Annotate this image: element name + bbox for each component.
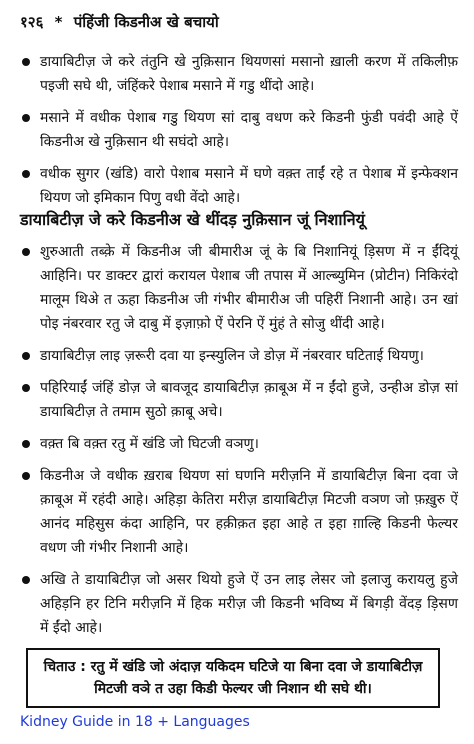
list-item bbox=[20, 240, 458, 336]
bullet-icon bbox=[22, 384, 30, 392]
page-header bbox=[20, 12, 454, 32]
symptoms-list bbox=[20, 240, 458, 648]
bullet-icon bbox=[22, 114, 30, 122]
list-item bbox=[20, 432, 458, 456]
list-item bbox=[20, 464, 458, 560]
list-item-text: किडनीअ जे वधीक ख़राब थियण सां घणनि मरीज़नि में डायाबिटीज़ बिना दवा जे क़ाबूअ में रहंदी आहे। अहिड़ा केतिरा मरीज़ डायाबिटीज़ मिटजी वञण जो फ़ख़ुरु ऐं आनंद महिसुस कंदा आहिनि, पर हक़ीक़त इहा आहे त इहा ग़ाल्हि किडनी फेल्यर वधण जी गंभीर निशानी आहे। bbox=[40, 468, 458, 556]
list-item bbox=[20, 568, 458, 640]
section-heading: डायाबिटीज़ जे करे किडनीअ खे थींदड़ नुक़िसान जूं निशानियूं bbox=[20, 210, 365, 229]
bullet-icon bbox=[22, 440, 30, 448]
list-item bbox=[20, 162, 458, 210]
bullet-icon bbox=[22, 352, 30, 360]
list-item-text: पहिरियाईं जंहिं डोज़ जे बावजूद डायाबिटीज़ क़ाबूअ में न ईंदो हुजे, उन्हीअ डोज़ सां डायाबिटीज़ ते तमाम सुठो क़ाबू अचे। bbox=[40, 380, 458, 420]
list-item-text: वधीक सुगर (खंडि) वारो पेशाब मसाने में घणे वक़्त ताईं रहे त पेशाब में इन्फेक्शन थियण जो इमिकान पिणु वधी वेंदो आहे। bbox=[40, 166, 458, 206]
list-item-text: शुरुआती तब्क़े में किडनीअ जी बीमारीअ जूं के बि निशानियूं ड़िसण में न ईंदियूं आहिनि। पर डाक्टर द्वारां करायल पेशाब जी तपास में आल्ब्युमिन (प्रोटीन) निकिरंदो मालूम थिअे त ऊहा किडनीअ जी गंभीर बीमारीअ जी पहिरीं निशानी आहे। उन खां पोइ नंबरवार रतु जे दाबु में इज़ाफ़ो ऐं पेरनि ऐं मुंहं ते सोजु थींदी आहे। bbox=[40, 244, 458, 332]
bullet-icon bbox=[22, 170, 30, 178]
page-running-title: पंहिंजी किडनीअ खे बचायो bbox=[73, 13, 219, 31]
list-item bbox=[20, 106, 458, 154]
bullet-icon bbox=[22, 472, 30, 480]
header-separator: * bbox=[54, 13, 63, 31]
list-item-text: अखि ते डायाबिटीज़ जो असर थियो हुजे ऐं उन लाइ लेसर जो इलाजु करायलु हुजे अहिड़नि हर टिनि मरीज़नि में हिक मरीज़ जी किडनी भविष्य में बिगड़ी वेंदड़ ड़िसण में ईंदो आहे। bbox=[40, 572, 458, 636]
bullet-icon bbox=[22, 576, 30, 584]
list-item bbox=[20, 376, 458, 424]
list-item-text: डायाबिटीज़ जे करे तंतुनि खे नुक़िसान थियणसां मसानो ख़ाली करण में तकिलीफ़ पइजी सघे थी, जंहिंकरे पेशाब मसाने में गडु थींदो आहे। bbox=[40, 54, 458, 94]
list-item bbox=[20, 50, 458, 98]
bullet-icon bbox=[22, 58, 30, 66]
complication-list bbox=[20, 50, 458, 218]
list-item-text: डायाबिटीज़ लाइ ज़रूरी दवा या इन्स्युलिन जे डोज़ में नंबरवार घटिताई थियणु। bbox=[40, 348, 424, 364]
list-item-text: मसाने में वधीक पेशाब गडु थियण सां दाबु वधण करे किडनी फुंडी पवंदी आहे ऐं किडनीअ खे नुक़िसान थी सघंदो आहे। bbox=[40, 110, 458, 150]
page-number: १२६ bbox=[20, 13, 44, 31]
bullet-icon bbox=[22, 248, 30, 256]
footer-link[interactable]: Kidney Guide in 18 + Languages bbox=[20, 714, 250, 730]
caution-box: चिताउ : रतु में खंडि जो अंदाज़ यकिदम घटिजे या बिना दवा जे डायाबिटीज़ मिटजी वञे त उहा किडी फेल्यर जी निशान थी सघे थी। bbox=[26, 648, 440, 708]
list-item-text: वक़्त बि वक़्त रतु में खंडि जो घिटजी वञणु। bbox=[40, 436, 259, 452]
list-item bbox=[20, 344, 458, 368]
